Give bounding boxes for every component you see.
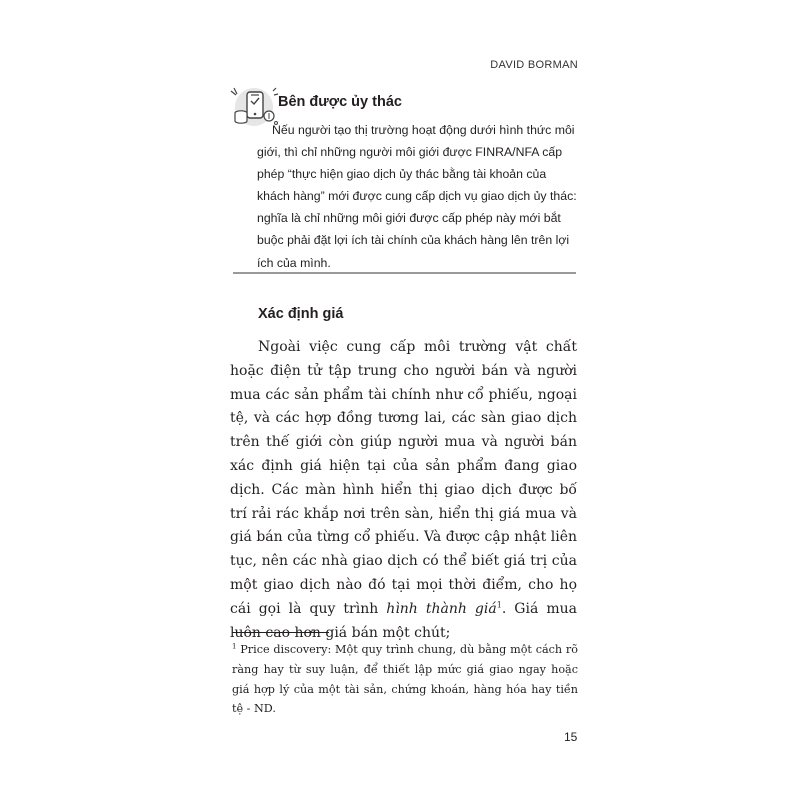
footnote-marker: 1 xyxy=(232,642,237,651)
body-paragraph-main: Ngoài việc cung cấp môi trường vật chất hoặc điện tử tập trung cho người bán và người mua các sản phẩm tài chính như cổ phiếu, ngoại tệ, và các hợp đồng tương lai, các sàn giao dịch trên thế giới còn giúp người mua và người bán xác định giá hiện tại của sản phẩm đang giao dịch. Các màn hình hiển thị giao dịch được bố trí rải rác khắp nơi trên sàn, hiển thị giá mua và giá bán của từng cổ phiếu. Và được cập nhật liên tục, nên các nhà giao dịch có thể biết giá trị của một giao dịch nào đó tại mọi thời điểm, cho họ cái gọi là quy trình xyxy=(230,339,577,617)
running-head: DAVID BORMAN xyxy=(490,59,578,71)
footnote xyxy=(232,640,578,719)
footnote-text: Price discovery: Một quy trình chung, dù bằng một cách rõ ràng hay từ suy luận, để thiết lập mức giá giao ngay hoặc giá hợp lý của một tài sản, chứng khoán, hàng hóa hay tiền tệ - ND. xyxy=(232,643,578,716)
callout-body: Nếu người tạo thị trường hoạt động dưới hình thức môi giới, thì chỉ những người môi giới được FINRA/NFA cấp phép “thực hiện giao dịch ủy thác bằng tài khoản của khách hàng” mới được cung cấp dịch vụ giao dịch ủy thác: nghĩa là chỉ những môi giới được cấp phép này mới bắt buộc phải đặt lợi ích tài chính của khách hàng lên trên lợi ích của mình. xyxy=(257,123,577,270)
italic-term: hình thành giá xyxy=(386,600,497,617)
page-number: 15 xyxy=(564,730,578,744)
footnote-divider xyxy=(232,632,329,633)
section-heading: Xác định giá xyxy=(258,306,344,322)
callout-title: Bên được ủy thác xyxy=(278,94,402,110)
body-paragraph xyxy=(230,336,577,645)
callout-divider xyxy=(233,272,576,274)
body-paragraph-tail: . Giá mua luôn cao hơn giá bán một chút; xyxy=(230,600,577,641)
footnote-reference[interactable]: 1 xyxy=(496,600,502,610)
